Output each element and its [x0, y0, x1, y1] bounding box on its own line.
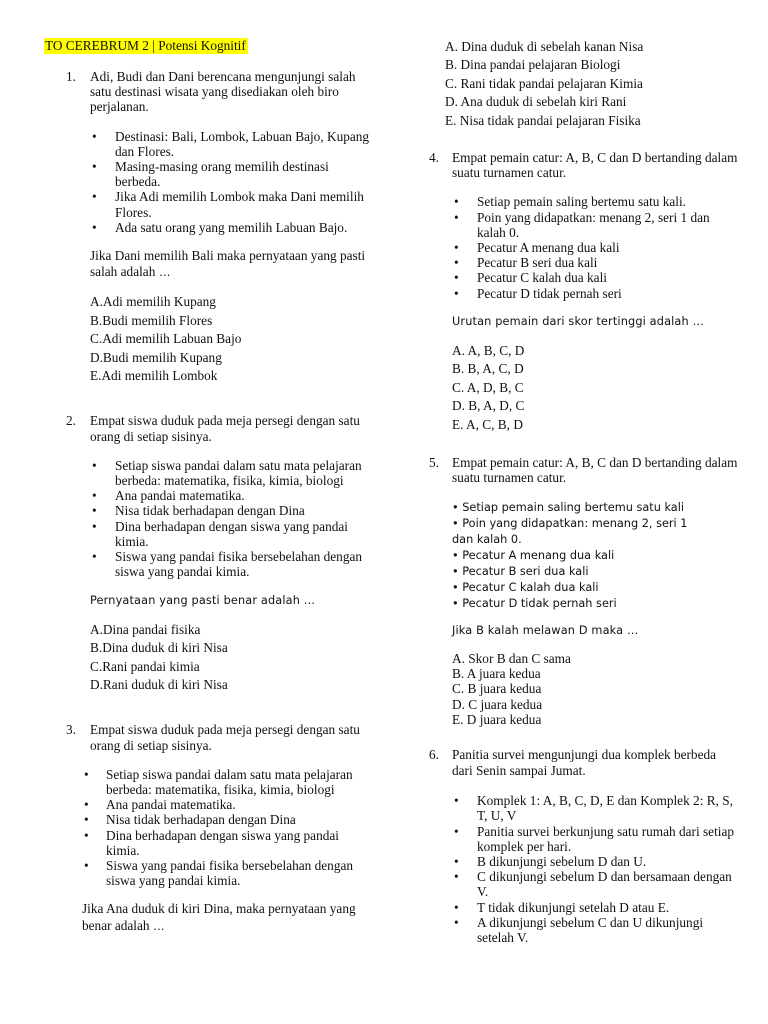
prompt-ellipsis: … [155, 266, 171, 280]
answer-option: D. B, A, D, C [452, 398, 525, 414]
condition-list [452, 793, 739, 945]
answer-option: B. B, A, C, D [452, 361, 524, 377]
condition-list [90, 458, 372, 580]
question-stem: Adi, Budi dan Dani berencana mengunjungi salah satu destinasi wisata yang disediakan oleh biro perjalanan. [90, 69, 356, 115]
answer-options [90, 293, 372, 385]
list-item: • Setiap siswa pandai dalam satu mata pelajaran berbeda: matematika, fisika, kimia, biologi [90, 458, 372, 488]
list-item: • Pecatur A menang dua kali [452, 548, 615, 562]
condition-list [452, 194, 739, 300]
prompt-ellipsis: … [688, 314, 705, 328]
list-item: • Setiap pemain saling bertemu satu kali. [452, 194, 739, 209]
question-1 [44, 69, 372, 385]
answer-option: E. A, C, B, D [452, 416, 523, 432]
list-item: • Pecatur B seri dua kali [452, 564, 589, 578]
answer-option: A. Dina duduk di sebelah kanan Nisa [445, 39, 644, 54]
question-6 [421, 747, 739, 945]
answer-option: D.Budi memilih Kupang [90, 349, 222, 365]
question-prompt [90, 593, 372, 608]
condition-list [82, 767, 372, 889]
question-2 [44, 413, 372, 694]
answer-option: A.Dina pandai fisika [90, 621, 201, 637]
list-item: • Poin yang didapatkan: menang 2, seri 1 [452, 516, 688, 530]
question-prompt [82, 901, 372, 933]
answer-option: B. A juara kedua [452, 666, 541, 681]
list-item: • Ana pandai matematika. [90, 488, 372, 503]
list-item: • Destinasi: Bali, Lombok, Labuan Bajo, Kupang dan Flores. [90, 129, 372, 159]
answer-option: E. Nisa tidak pandai pelajaran Fisika [445, 112, 641, 128]
answer-option: A. Skor B dan C sama [452, 650, 571, 666]
list-item: • Poin yang didapatkan: menang 2, seri 1 dan kalah 0. [452, 210, 739, 240]
answer-option: B.Budi memilih Flores [90, 312, 213, 328]
prompt-ellipsis: … [149, 919, 165, 933]
answer-option: A. A, B, C, D [452, 343, 525, 359]
answer-option: A.Adi memilih Kupang [90, 294, 216, 310]
list-item: • Jika Adi memilih Lombok maka Dani memilih Flores. [90, 189, 372, 219]
answer-option: B. Dina pandai pelajaran Biologi [445, 57, 621, 73]
list-item: • Pecatur C kalah dua kali [452, 270, 739, 285]
list-item: dan kalah 0. [452, 532, 522, 546]
list-item: • Pecatur D tidak pernah seri [452, 596, 617, 610]
right-column [421, 38, 739, 958]
answer-option: C.Rani pandai kimia [90, 658, 200, 674]
list-item: • Panitia survei berkunjung satu rumah dari setiap komplek per hari. [452, 824, 739, 854]
list-item: • Masing-masing orang memilih destinasi berbeda. [90, 159, 372, 189]
answer-option: E.Adi memilih Lombok [90, 368, 218, 384]
list-item: • Pecatur D tidak pernah seri [452, 286, 739, 301]
answer-option: D. C juara kedua [452, 696, 543, 712]
list-item: • Siswa yang pandai fisika bersebelahan dengan siswa yang pandai kimia. [90, 549, 372, 579]
answer-option: E. D juara kedua [452, 711, 542, 727]
question-number: 6. [429, 747, 439, 763]
list-item: • B dikunjungi sebelum D dan U. [452, 854, 739, 869]
list-item: • Pecatur B seri dua kali [452, 255, 739, 270]
question-4 [421, 150, 739, 434]
list-item: • C dikunjungi sebelum D dan bersamaan dengan V. [452, 869, 739, 899]
list-item: • Setiap siswa pandai dalam satu mata pelajaran berbeda: matematika, fisika, kimia, biologi [82, 767, 372, 797]
list-item: • Ana pandai matematika. [82, 797, 372, 812]
answer-option: C.Adi memilih Labuan Bajo [90, 331, 242, 347]
prompt-text: Jika B kalah melawan D maka [452, 623, 624, 637]
list-item: • A dikunjungi sebelum C dan U dikunjungi setelah V. [452, 915, 739, 945]
question-stem: Empat siswa duduk pada meja persegi dengan satu orang di setiap sisinya. [90, 722, 360, 753]
answer-options [90, 621, 372, 695]
question-number: 3. [66, 722, 76, 738]
list-item: • Pecatur A menang dua kali [452, 240, 739, 255]
question-prompt [452, 623, 739, 638]
question-prompt [90, 248, 372, 280]
prompt-text: Jika Ana duduk di kiri Dina, maka pernyataan yang benar adalah [82, 901, 356, 933]
list-item: • Komplek 1: A, B, C, D, E dan Komplek 2: R, S, T, U, V [452, 793, 739, 823]
left-column [44, 38, 372, 947]
question-number: 5. [429, 455, 439, 471]
condition-list [90, 129, 372, 235]
question-prompt [452, 314, 739, 329]
document-title: TO CEREBRUM 2 | Potensi Kognitif [45, 38, 246, 53]
question-stem: Empat pemain catur: A, B, C dan D bertanding dalam suatu turnamen catur. [452, 150, 738, 181]
question-5 [421, 455, 739, 727]
prompt-text: Jika Dani memilih Bali maka pernyataan yang pasti salah adalah [90, 248, 366, 280]
question-stem: Empat siswa duduk pada meja persegi dengan satu orang di setiap sisinya. [90, 413, 360, 444]
answer-option: B.Dina duduk di kiri Nisa [90, 640, 228, 656]
question-stem: Empat pemain catur: A, B, C dan D bertanding dalam suatu turnamen catur. [452, 455, 738, 486]
prompt-ellipsis: … [623, 623, 639, 637]
prompt-ellipsis: … [300, 593, 316, 607]
answer-option: C. Rani tidak pandai pelajaran Kimia [445, 75, 643, 91]
question-number: 2. [66, 413, 76, 429]
question-number: 1. [66, 69, 76, 84]
answer-option: D.Rani duduk di kiri Nisa [90, 676, 228, 692]
answer-option: C. B juara kedua [452, 681, 542, 697]
question-stem: Panitia survei mengunjungi dua komplek berbeda dari Senin sampai Jumat. [452, 747, 717, 779]
list-item: • Pecatur C kalah dua kali [452, 580, 599, 594]
list-item: • Dina berhadapan dengan siswa yang pandai kimia. [90, 519, 372, 549]
answer-option: D. Ana duduk di sebelah kiri Rani [445, 94, 627, 110]
answer-option: C. A, D, B, C [452, 379, 524, 395]
prompt-text: Urutan pemain dari skor tertinggi adalah [452, 314, 689, 328]
list-item: • T tidak dikunjungi setelah D atau E. [452, 900, 739, 915]
list-item: • Setiap pemain saling bertemu satu kali [452, 500, 685, 514]
question-3 [44, 722, 372, 933]
list-item: • Nisa tidak berhadapan dengan Dina [82, 812, 372, 827]
prompt-text: Pernyataan yang pasti benar adalah [90, 593, 301, 607]
list-item: • Dina berhadapan dengan siswa yang pandai kimia. [82, 828, 372, 858]
list-item: • Siswa yang pandai fisika bersebelahan dengan siswa yang pandai kimia. [82, 858, 372, 888]
answer-options [452, 651, 739, 727]
question-number: 4. [429, 150, 439, 166]
answer-options [452, 342, 739, 434]
list-item: • Ada satu orang yang memilih Labuan Bajo. [90, 220, 372, 235]
list-item: • Nisa tidak berhadapan dengan Dina [90, 503, 372, 518]
answer-options-q3 [421, 38, 739, 130]
condition-list [452, 500, 739, 612]
